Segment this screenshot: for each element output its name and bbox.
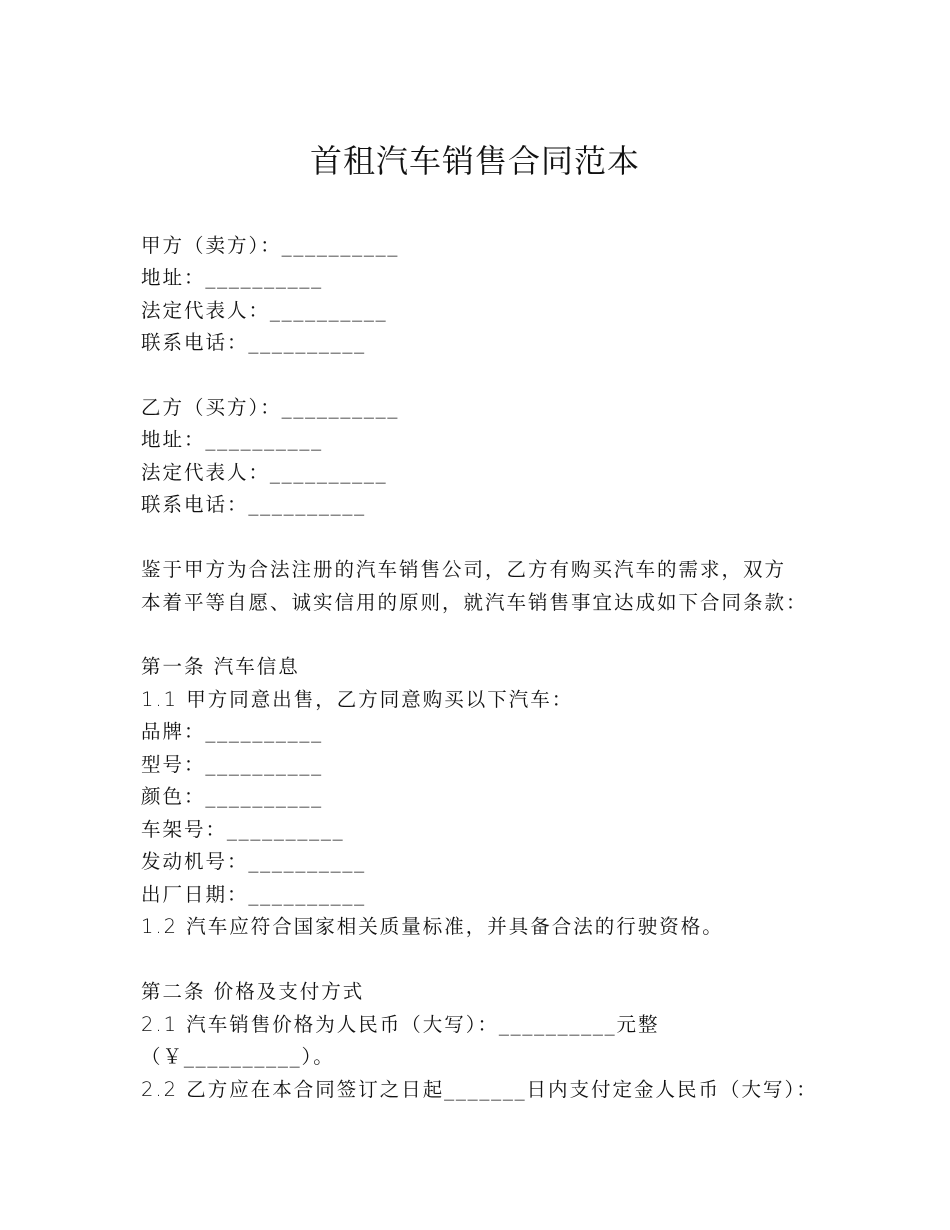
party-b-phone: 联系电话：__________ [141,493,367,516]
party-a-name: 甲方（卖方）：__________ [141,234,400,257]
clause-2-1-b: （￥__________）。 [141,1045,335,1068]
clause-2-1-a: 2.1 汽车销售价格为人民币（大写）：__________元整 [141,1013,660,1036]
article-1-heading: 第一条 汽车信息 [141,655,300,678]
field-vin: 车架号：__________ [141,818,345,841]
party-a-phone: 联系电话：__________ [141,331,367,354]
field-engine-number: 发动机号：__________ [141,850,367,873]
preamble-line-1: 鉴于甲方为合法注册的汽车销售公司，乙方有购买汽车的需求，双方 [141,558,787,581]
party-b-name: 乙方（买方）：__________ [141,396,400,419]
preamble-line-2: 本着平等自愿、诚实信用的原则，就汽车销售事宜达成如下合同条款： [141,591,808,614]
party-b-representative: 法定代表人：__________ [141,461,388,484]
field-manufacture-date: 出厂日期：__________ [141,883,367,906]
party-a-address: 地址：__________ [141,266,324,289]
party-b-address: 地址：__________ [141,428,324,451]
document-title: 首租汽车销售合同范本 [309,142,640,180]
clause-1-2: 1.2 汽车应符合国家相关质量标准，并具备合法的行驶资格。 [141,915,724,938]
field-model: 型号：__________ [141,753,324,776]
party-a-representative: 法定代表人：__________ [141,299,388,322]
field-color: 颜色：__________ [141,785,324,808]
article-2-heading: 第二条 价格及支付方式 [141,980,365,1003]
clause-2-2: 2.2 乙方应在本合同签订之日起_______日内支付定金人民币（大写）： [141,1078,818,1101]
field-brand: 品牌：__________ [141,720,324,743]
clause-1-1: 1.1 甲方同意出售，乙方同意购买以下汽车： [141,688,574,711]
